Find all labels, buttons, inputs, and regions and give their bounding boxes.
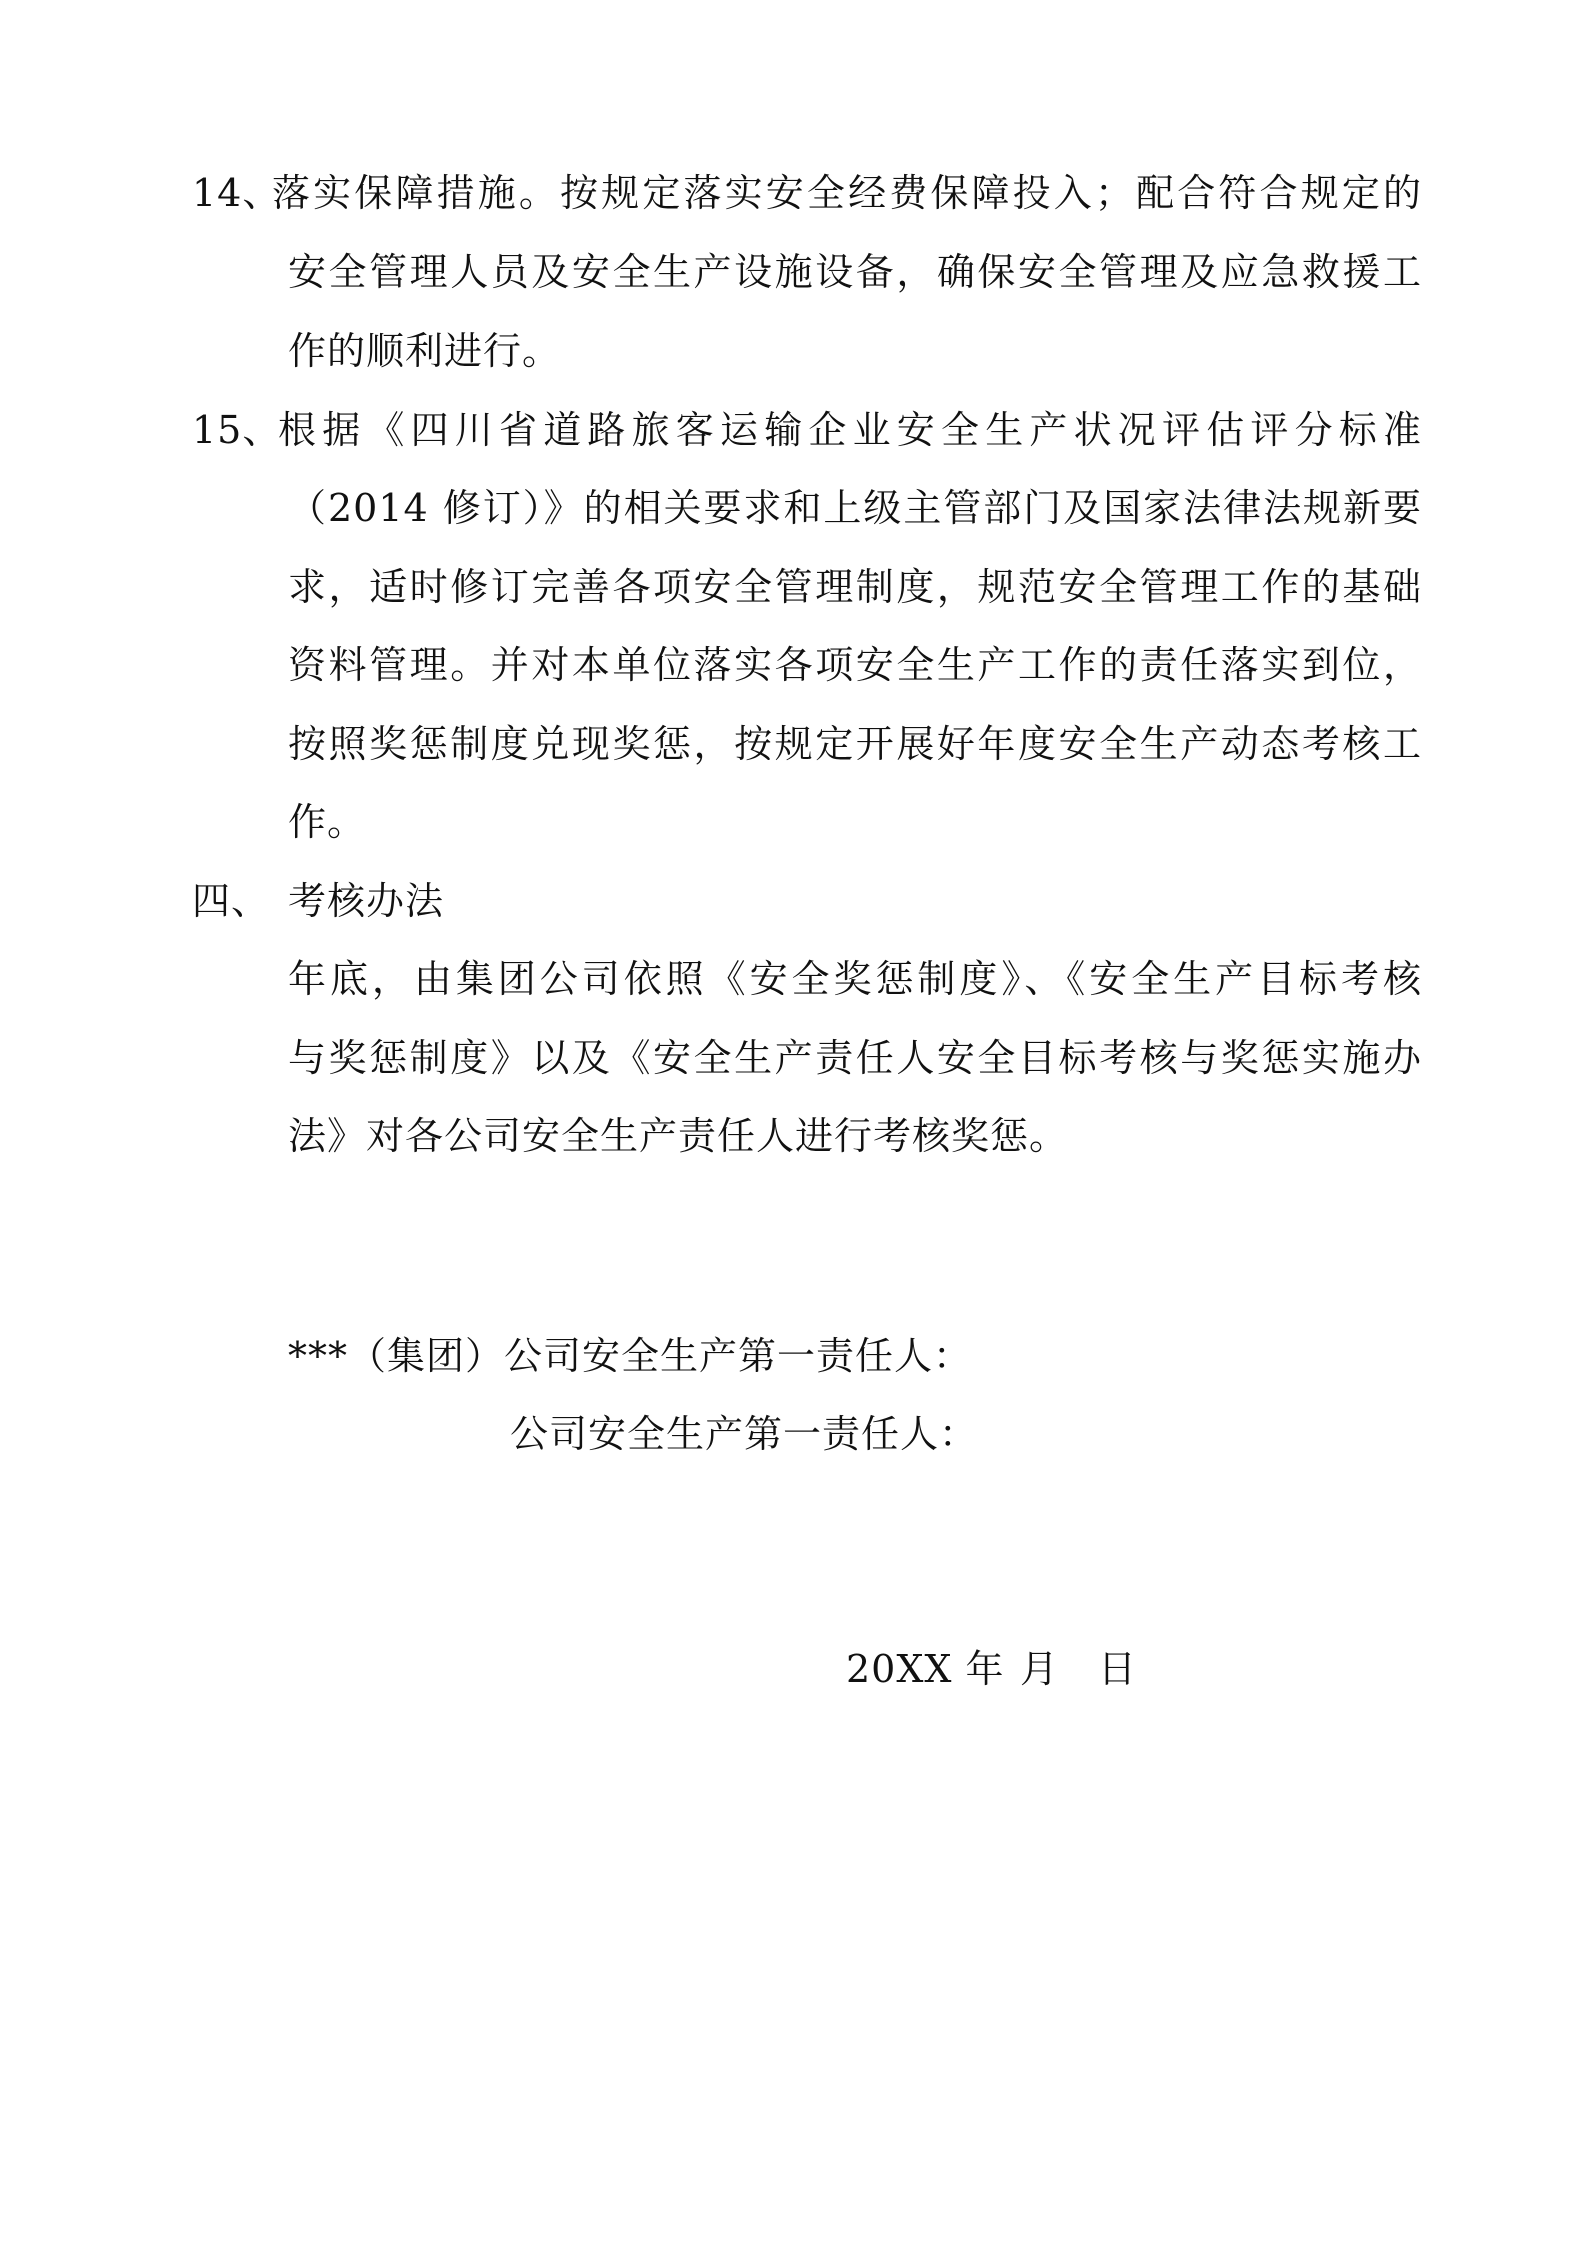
item-14-line-3: 作的顺利进行。: [288, 329, 562, 373]
section-body-line-1: 年底，由集团公司依照《安全奖惩制度》、《安全生产目标考核: [288, 957, 1422, 1001]
item-14-line-2: 安全管理人员及安全生产设施设备，确保安全管理及应急救援工: [288, 250, 1422, 294]
date-day: 日: [1098, 1647, 1138, 1691]
item-15-line-5: 按照奖惩制度兑现奖惩，按规定开展好年度安全生产动态考核工: [288, 722, 1422, 766]
item-14-line-1: 落实保障措施。按规定落实安全经费保障投入；配合符合规定的: [272, 171, 1422, 215]
item-15-line-3: 求，适时修订完善各项安全管理制度，规范安全管理工作的基础: [288, 565, 1422, 609]
section-title: 考核办法: [288, 879, 445, 923]
item-15-line-2: （2014 修订）》的相关要求和上级主管部门及国家法律法规新要: [288, 486, 1422, 530]
section-body-line-2: 与奖惩制度》以及《安全生产责任人安全目标考核与奖惩实施办: [288, 1036, 1422, 1080]
date-month: 月: [1020, 1647, 1060, 1691]
item-15-line-4: 资料管理。并对本单位落实各项安全生产工作的责任落实到位，: [288, 643, 1422, 687]
company-signature-line: 公司安全生产第一责任人：: [510, 1412, 979, 1456]
item-14-number: 14、: [192, 171, 282, 215]
item-15-line-1: 根据《四川省道路旅客运输企业安全生产状况评估评分标准: [278, 408, 1422, 452]
date-year: 20XX 年: [846, 1647, 1005, 1691]
item-15-number: 15、: [192, 408, 282, 452]
section-number: 四、: [192, 879, 271, 923]
section-body-line-3: 法》对各公司安全生产责任人进行考核奖惩。: [288, 1114, 1069, 1158]
group-signature-line: ***（集团）公司安全生产第一责任人：: [288, 1334, 973, 1378]
item-15-line-6: 作。: [288, 800, 367, 844]
